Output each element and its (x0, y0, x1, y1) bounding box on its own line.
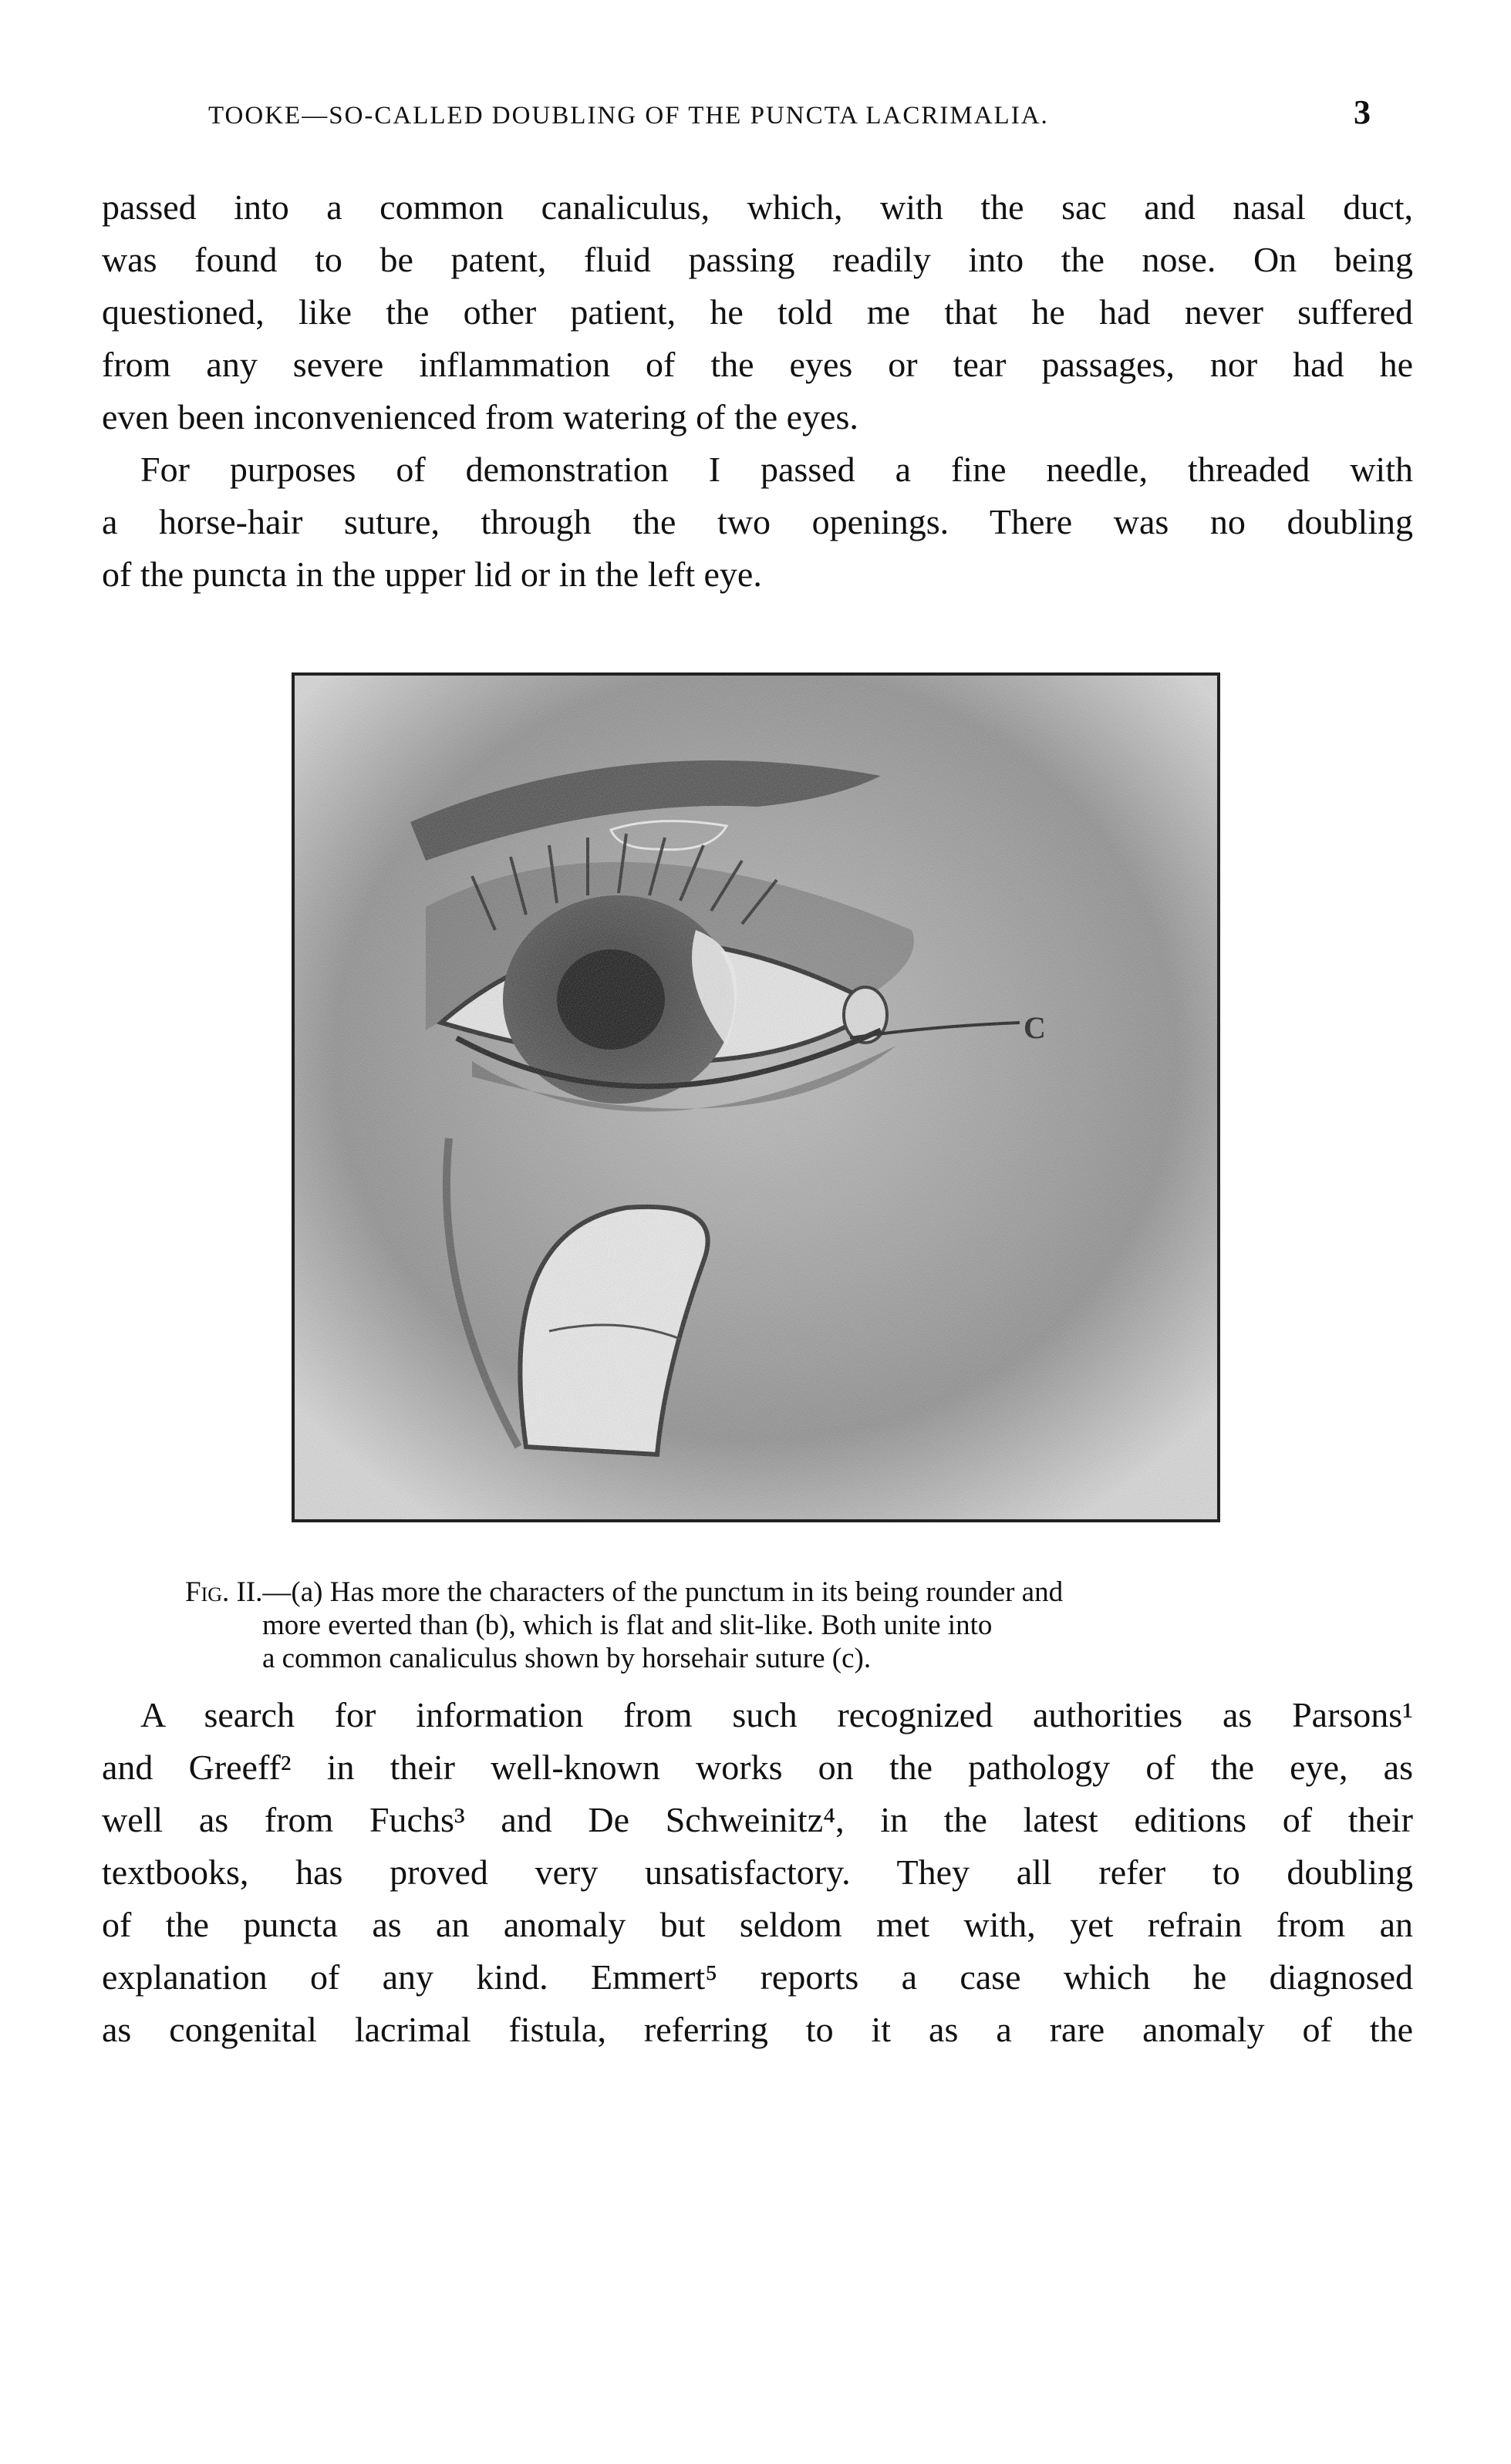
caption-line: a common canaliculus shown by horsehair suture (c). (262, 1643, 872, 1674)
text-line: For purposes of demonstration I passed a fine needle, threaded with (140, 450, 1413, 489)
caption-line: more everted than (b), which is flat and slit-like. Both unite into (262, 1610, 993, 1641)
figure-caption (185, 1576, 1419, 1675)
text-line: questioned, like the other patient, he told me that he had never suffered (102, 292, 1413, 332)
paragraph-3 (102, 1689, 1413, 2056)
paragraph-1 (102, 181, 1413, 443)
text-line: was found to be patent, fluid passing readily into the nose. On being (102, 240, 1413, 279)
text-line: well as from Fuchs³ and De Schweinitz⁴, in the latest editions of their (102, 1800, 1413, 1839)
text-line: and Greeff² in their well-known works on the pathology of the eye, as (102, 1748, 1413, 1787)
text-line: a horse-hair suture, through the two openings. There was no doubling (102, 502, 1413, 541)
eye-illustration (292, 672, 1220, 1522)
text-line: even been inconvenienced from watering of the eyes. (102, 397, 858, 437)
text-line: of the puncta as an anomaly but seldom met with, yet refrain from an (102, 1905, 1413, 1944)
caption-line-1 (185, 1576, 1419, 1609)
figure-label: Fig. II. (185, 1576, 263, 1608)
caption-text: —(a) Has more the characters of the punctum in its being rounder and (262, 1576, 1064, 1608)
text-line: explanation of any kind. Emmert⁵ reports a case which he diagnosed (102, 1957, 1413, 1997)
text-line: A search for information from such recognized authorities as Parsons¹ (140, 1695, 1413, 1734)
text-line: of the puncta in the upper lid or in the left eye. (102, 554, 762, 594)
running-header (154, 93, 1388, 147)
text-line: textbooks, has proved very unsatisfactory. They all refer to doubling (102, 1852, 1413, 1892)
running-title: TOOKE—SO-CALLED DOUBLING OF THE PUNCTA LACRIMALIA. (208, 102, 1049, 130)
text-line: as congenital lacrimal fistula, referring to it as a rare anomaly of the (102, 2010, 1413, 2049)
paragraph-2 (102, 443, 1413, 601)
eye-drawing (295, 676, 1217, 1519)
page-number: 3 (1354, 93, 1372, 131)
text-line: passed into a common canaliculus, which, with the sac and nasal duct, (102, 187, 1413, 227)
text-line: from any severe inflammation of the eyes or tear passages, nor had he (102, 345, 1413, 384)
